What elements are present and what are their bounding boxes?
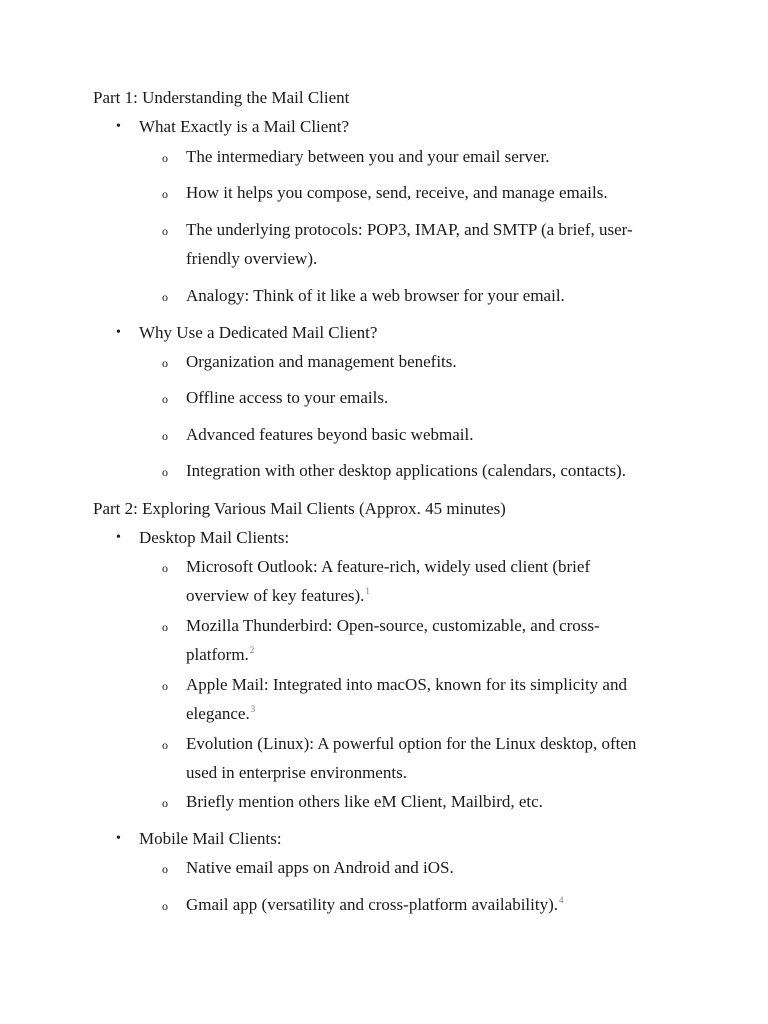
list-item: Briefly mention others like eM Client, Mailbird, etc.: [186, 792, 543, 811]
list-item: Apple Mail: Integrated into macOS, known for its simplicity and: [186, 675, 627, 694]
sub-bullet-marker: o: [162, 679, 168, 693]
sub-bullet-marker: o: [162, 620, 168, 634]
list-item: Mozilla Thunderbird: Open-source, customizable, and cross-: [186, 616, 600, 635]
list-item-continuation: [186, 645, 254, 665]
sub-bullet-marker: o: [162, 561, 168, 575]
bullet-marker: •: [116, 530, 121, 545]
footnote-ref[interactable]: 2: [249, 645, 255, 655]
footnote-ref[interactable]: 1: [365, 586, 370, 596]
list-item-continuation: used in enterprise environments.: [186, 763, 407, 782]
list-item: How it helps you compose, send, receive, and manage emails.: [186, 183, 608, 202]
list-item-text: overview of key features).: [186, 586, 365, 605]
list-item: Analogy: Think of it like a web browser for your email.: [186, 286, 565, 305]
sub-bullet-marker: o: [162, 899, 168, 913]
part2-section1-title: Desktop Mail Clients:: [139, 528, 290, 547]
sub-bullet-marker: o: [162, 290, 168, 304]
sub-bullet-marker: o: [162, 796, 168, 810]
list-item-continuation: friendly overview).: [186, 249, 318, 268]
part1-heading: Part 1: Understanding the Mail Client: [93, 88, 350, 107]
list-item: Offline access to your emails.: [186, 388, 389, 407]
sub-bullet-marker: o: [162, 465, 168, 479]
footnote-ref[interactable]: 3: [250, 704, 256, 714]
sub-bullet-marker: o: [162, 862, 168, 876]
list-item-text: Gmail app (versatility and cross-platform availability).: [186, 895, 558, 914]
bullet-marker: •: [116, 119, 121, 134]
sub-bullet-marker: o: [162, 429, 168, 443]
list-item: Microsoft Outlook: A feature-rich, widely used client (brief: [186, 557, 591, 576]
bullet-marker: •: [116, 831, 121, 846]
list-item-text: platform.: [186, 645, 249, 664]
sub-bullet-marker: o: [162, 738, 168, 752]
bullet-marker: •: [116, 325, 121, 340]
part2-section2-title: Mobile Mail Clients:: [139, 829, 282, 848]
list-item: Integration with other desktop applications (calendars, contacts).: [186, 461, 626, 480]
list-item: Native email apps on Android and iOS.: [186, 858, 454, 877]
list-item: Evolution (Linux): A powerful option for the Linux desktop, often: [186, 734, 637, 753]
list-item: [186, 895, 564, 915]
sub-bullet-marker: o: [162, 187, 168, 201]
sub-bullet-marker: o: [162, 224, 168, 238]
sub-bullet-marker: o: [162, 151, 168, 165]
list-item: Organization and management benefits.: [186, 352, 457, 371]
part1-section1-title: What Exactly is a Mail Client?: [139, 117, 350, 136]
part1-section2-title: Why Use a Dedicated Mail Client?: [139, 323, 378, 342]
sub-bullet-marker: o: [162, 392, 168, 406]
part2-heading: Part 2: Exploring Various Mail Clients (Approx. 45 minutes): [93, 499, 506, 518]
list-item: The intermediary between you and your email server.: [186, 147, 550, 166]
list-item: The underlying protocols: POP3, IMAP, and SMTP (a brief, user-: [186, 220, 633, 239]
list-item: Advanced features beyond basic webmail.: [186, 425, 474, 444]
list-item-continuation: [186, 704, 255, 724]
sub-bullet-marker: o: [162, 356, 168, 370]
footnote-ref[interactable]: 4: [559, 895, 564, 905]
list-item-text: elegance.: [186, 704, 250, 723]
list-item-continuation: [186, 586, 370, 606]
